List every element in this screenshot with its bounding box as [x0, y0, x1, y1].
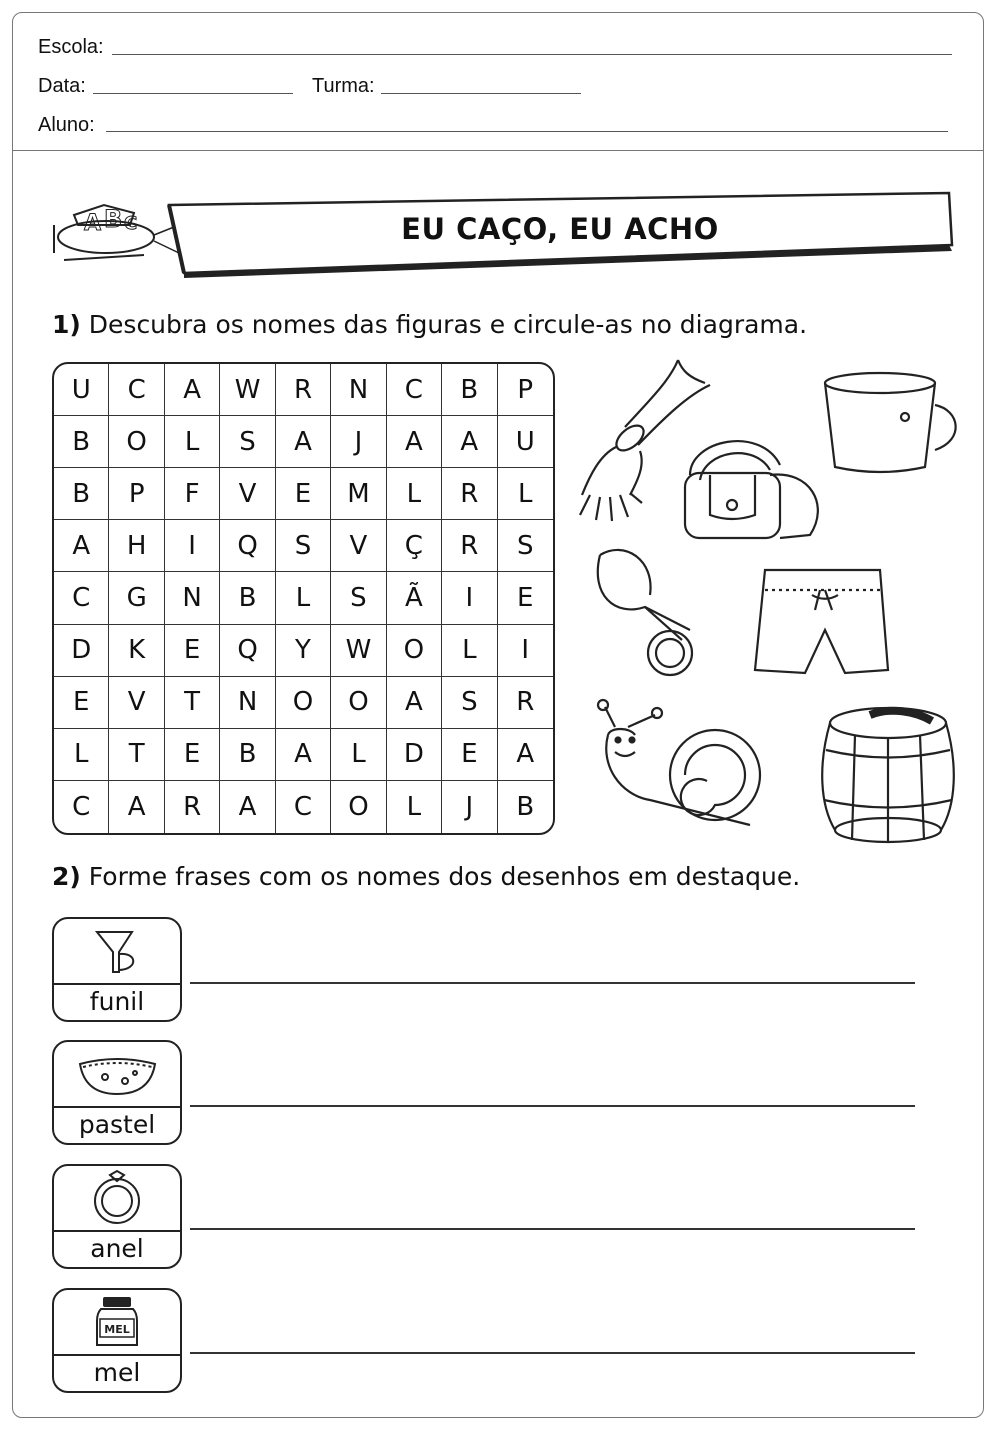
answer-line-mel[interactable]: [190, 1352, 915, 1354]
date-label: Data:: [38, 75, 86, 97]
grid-cell[interactable]: L: [165, 416, 220, 468]
svg-text:B: B: [104, 205, 123, 233]
grid-cell[interactable]: J: [331, 416, 386, 468]
card-funil: [52, 917, 182, 1022]
bucket-icon: [825, 373, 956, 472]
grid-cell[interactable]: B: [516, 791, 535, 822]
honey-jar-icon: [87, 1293, 147, 1351]
grid-cell[interactable]: V: [220, 468, 275, 520]
grid-cell[interactable]: Q: [220, 520, 275, 572]
grid-cell[interactable]: C: [109, 364, 164, 416]
pulseira-icon: [580, 360, 710, 521]
svg-text:C: C: [124, 213, 138, 234]
grid-cell[interactable]: E: [165, 729, 220, 781]
grid-cell[interactable]: G: [109, 572, 164, 624]
grid-cell[interactable]: O: [109, 416, 164, 468]
grid-cell[interactable]: I: [498, 625, 553, 677]
student-label: Aluno:: [38, 114, 95, 136]
school-field-line[interactable]: [112, 54, 952, 55]
date-field-line[interactable]: [93, 93, 293, 94]
answer-line-anel[interactable]: [190, 1228, 915, 1230]
grid-cell[interactable]: A: [54, 520, 109, 572]
grid-cell[interactable]: C: [276, 781, 331, 833]
barrel-icon: [822, 708, 954, 843]
grid-cell[interactable]: B: [54, 468, 109, 520]
class-field-line[interactable]: [381, 93, 581, 94]
safety-pin-icon: [598, 550, 692, 675]
grid-cell[interactable]: R: [442, 468, 497, 520]
grid-cell[interactable]: V: [109, 677, 164, 729]
grid-cell[interactable]: D: [387, 729, 442, 781]
question-1-number: 1): [52, 310, 81, 339]
grid-cell[interactable]: A: [442, 416, 497, 468]
svg-text:A: A: [84, 211, 102, 236]
grid-cell[interactable]: N: [165, 572, 220, 624]
card-pastel: [52, 1040, 182, 1145]
snail-icon: [598, 700, 760, 825]
grid-cell[interactable]: W: [220, 364, 275, 416]
grid-cell[interactable]: T: [165, 677, 220, 729]
student-field-line[interactable]: [106, 131, 948, 132]
ring-icon: [87, 1169, 147, 1227]
word-search-grid: [52, 362, 555, 835]
grid-cell[interactable]: N: [220, 677, 275, 729]
grid-cell[interactable]: A: [276, 729, 331, 781]
grid-cell[interactable]: A: [498, 729, 553, 781]
grid-cell[interactable]: Y: [276, 625, 331, 677]
grid-cell[interactable]: N: [331, 364, 386, 416]
class-label: Turma:: [312, 75, 375, 97]
question-1: [52, 310, 807, 339]
grid-cell[interactable]: B: [442, 364, 497, 416]
grid-cell[interactable]: S: [331, 572, 386, 624]
grid-cell[interactable]: A: [387, 416, 442, 468]
grid-cell[interactable]: O: [331, 781, 386, 833]
answer-line-funil[interactable]: [190, 982, 915, 984]
grid-cell[interactable]: O: [276, 677, 331, 729]
worksheet-title: EU CAÇO, EU ACHO: [401, 212, 719, 246]
grid-cell[interactable]: E: [498, 572, 553, 624]
question-2-text: Forme frases com os nomes dos desenhos em destaque.: [88, 862, 801, 891]
grid-cell[interactable]: C: [54, 781, 109, 833]
header-divider: [12, 150, 984, 151]
grid-cell[interactable]: C: [54, 572, 109, 624]
grid-cell[interactable]: U: [54, 364, 109, 416]
grid-cell[interactable]: S: [498, 520, 553, 572]
grid-cell[interactable]: K: [109, 625, 164, 677]
question-2-number: 2): [52, 862, 81, 891]
grid-cell[interactable]: A: [387, 677, 442, 729]
card-label-anel: anel: [90, 1234, 144, 1263]
grid-cell[interactable]: V: [331, 520, 386, 572]
shorts-icon: [755, 570, 888, 673]
card-anel: [52, 1164, 182, 1269]
grid-cell[interactable]: L: [442, 625, 497, 677]
bag-icon: [685, 441, 818, 538]
school-label: Escola:: [38, 36, 104, 58]
grid-cell[interactable]: A: [220, 781, 275, 833]
grid-cell[interactable]: E: [165, 625, 220, 677]
grid-cell[interactable]: A: [165, 364, 220, 416]
grid-cell[interactable]: L: [331, 729, 386, 781]
grid-cell[interactable]: Q: [220, 625, 275, 677]
card-label-mel: mel: [93, 1358, 141, 1387]
grid-cell[interactable]: H: [109, 520, 164, 572]
grid-cell[interactable]: S: [220, 416, 275, 468]
grid-cell[interactable]: W: [331, 625, 386, 677]
grid-cell[interactable]: L: [387, 468, 442, 520]
grid-cell[interactable]: E: [276, 468, 331, 520]
pastry-icon: [75, 1049, 160, 1099]
card-label-funil: funil: [89, 987, 145, 1016]
grid-cell[interactable]: B: [220, 572, 275, 624]
grid-cell[interactable]: E: [54, 677, 109, 729]
grid-cell[interactable]: F: [165, 468, 220, 520]
grid-cell[interactable]: Ç: [387, 520, 442, 572]
question-1-text: Descubra os nomes das figuras e circule-as no diagrama.: [88, 310, 808, 339]
honey-jar-label: MEL: [104, 1323, 130, 1336]
grid-cell[interactable]: I: [165, 520, 220, 572]
pictures-panel: [570, 355, 970, 845]
card-mel: [52, 1288, 182, 1393]
grid-cell[interactable]: L: [276, 572, 331, 624]
grid-cell[interactable]: I: [442, 572, 497, 624]
grid-cell[interactable]: L: [387, 781, 442, 833]
grid-cell[interactable]: U: [498, 416, 553, 468]
grid-cell[interactable]: R: [442, 520, 497, 572]
grid-cell[interactable]: A: [276, 416, 331, 468]
card-label-pastel: pastel: [78, 1110, 156, 1139]
grid-cell[interactable]: A: [109, 781, 164, 833]
funnel-icon: [87, 924, 147, 979]
grid-cell[interactable]: B: [220, 729, 275, 781]
grid-cell[interactable]: P: [498, 364, 553, 416]
grid-cell[interactable]: L: [498, 468, 553, 520]
grid-cell[interactable]: C: [387, 364, 442, 416]
grid-cell[interactable]: D: [54, 625, 109, 677]
grid-cell[interactable]: E: [442, 729, 497, 781]
grid-cell[interactable]: O: [331, 677, 386, 729]
grid-cell[interactable]: S: [276, 520, 331, 572]
grid-cell[interactable]: L: [54, 729, 109, 781]
grid-cell[interactable]: J: [442, 781, 497, 833]
grid-cell[interactable]: P: [109, 468, 164, 520]
grid-cell[interactable]: R: [498, 677, 553, 729]
grid-cell[interactable]: S: [442, 677, 497, 729]
grid-cell[interactable]: O: [387, 625, 442, 677]
grid-cell[interactable]: R: [165, 781, 220, 833]
question-2: [52, 862, 800, 891]
grid-cell[interactable]: M: [331, 468, 386, 520]
answer-line-pastel[interactable]: [190, 1105, 915, 1107]
grid-cell[interactable]: R: [276, 364, 331, 416]
grid-cell[interactable]: T: [109, 729, 164, 781]
grid-cell[interactable]: Ã: [387, 572, 442, 624]
grid-cell[interactable]: B: [54, 416, 109, 468]
